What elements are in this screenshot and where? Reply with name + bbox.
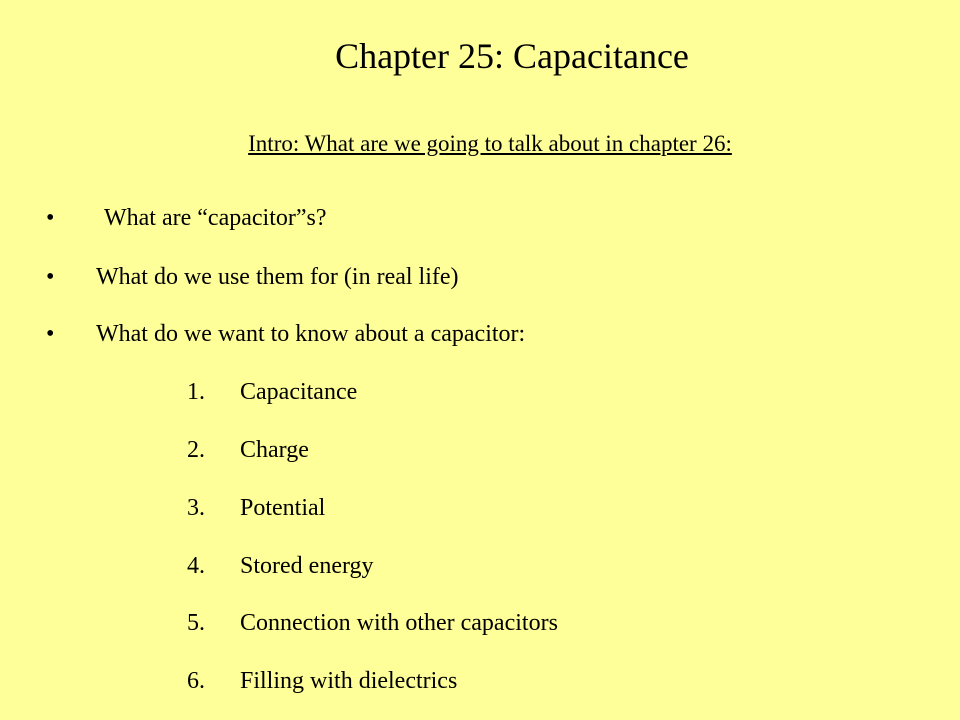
numbered-item bbox=[0, 606, 960, 640]
bullet-text: What are “capacitor”s? bbox=[104, 205, 327, 231]
item-number: 1. bbox=[187, 379, 205, 405]
bullet-item bbox=[0, 260, 960, 294]
numbered-item bbox=[0, 549, 960, 583]
slide-subtitle: Intro: What are we going to talk about in chapter 26: bbox=[248, 131, 732, 156]
numbered-item bbox=[0, 375, 960, 409]
bullet-icon: • bbox=[46, 264, 55, 290]
slide-title: Chapter 25: Capacitance bbox=[335, 36, 689, 76]
numbered-item bbox=[0, 433, 960, 467]
bullet-item bbox=[0, 201, 960, 235]
bullet-item bbox=[0, 317, 960, 351]
item-number: 4. bbox=[187, 553, 205, 579]
bullet-text: What do we want to know about a capacitor: bbox=[96, 321, 526, 347]
item-text: Filling with dielectrics bbox=[240, 668, 458, 694]
numbered-item bbox=[0, 664, 960, 698]
item-text: Potential bbox=[240, 495, 326, 521]
bullet-icon: • bbox=[46, 321, 55, 347]
numbered-item bbox=[0, 491, 960, 525]
bullet-icon: • bbox=[46, 205, 55, 231]
item-number: 5. bbox=[187, 610, 205, 636]
item-text: Charge bbox=[240, 437, 309, 463]
item-text: Capacitance bbox=[240, 379, 358, 405]
item-text: Stored energy bbox=[240, 553, 374, 579]
item-number: 2. bbox=[187, 437, 205, 463]
bullet-text: What do we use them for (in real life) bbox=[96, 264, 459, 290]
item-number: 3. bbox=[187, 495, 205, 521]
item-text: Connection with other capacitors bbox=[240, 610, 558, 636]
item-number: 6. bbox=[187, 668, 205, 694]
